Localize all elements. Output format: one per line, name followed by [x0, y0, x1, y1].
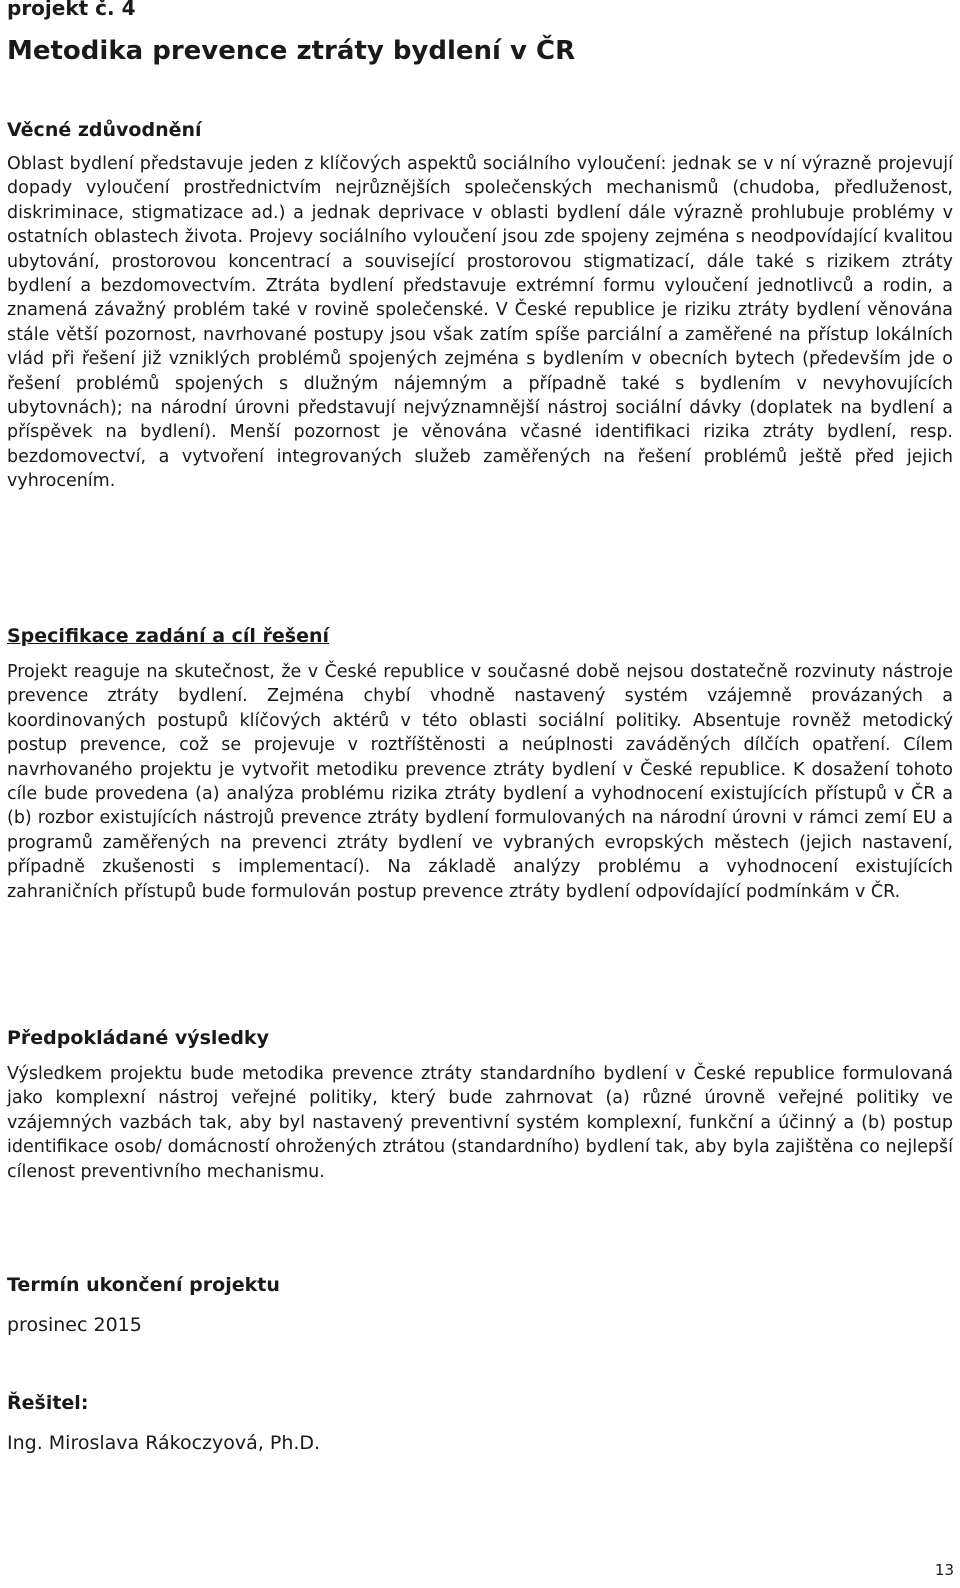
specification-paragraph: Projekt reaguje na skutečnost, že v České republice v současné době nejsou dostatečně rozvinuty nástroje prevence ztráty bydlení. Zejména chybí vhodně nastavený systém vzájemně provázaných a koordinovaných postupů klíčových aktérů v této oblasti sociální politiky. Absentuje rovněž metodický postup prevence, což se projevuje v roztříštěnosti a neúplnosti zaváděných dílčích opatření. Cílem navrhovaného projektu je vytvořit metodiku prevence ztráty bydlení v České republice. K dosažení tohoto cíle bude provedena (a) analýza problému rizika ztráty bydlení a vyhodnocení existujících přístupů v ČR a (b) rozbor existujících nástrojů prevence ztráty bydlení formulovaných na národní úrovni v rámci zemí EU a programů zaměřených na prevenci ztráty bydlení ve vybraných evropských městech (jejich nastavení, případně zkušenosti s implementací). Na základě analýzy problému a vyhodnocení existujících zahraničních přístupů bude formulován postup prevence ztráty bydlení odpovídající podmínkám v ČR.	[7, 662, 953, 902]
section-heading-rationale: Věcné zdůvodnění	[7, 119, 202, 141]
page-number: 13	[934, 1561, 954, 1579]
section-heading-expected-results: Předpokládané výsledky	[7, 1027, 269, 1049]
completion-date-value: prosinec 2015	[7, 1314, 142, 1336]
section-completion-date	[7, 1273, 953, 1337]
section-heading-completion-date: Termín ukončení projektu	[7, 1274, 280, 1296]
document-title: Metodika prevence ztráty bydlení v ČR	[7, 36, 576, 66]
section-expected-results	[7, 1026, 953, 1184]
section-heading-investigator: Řešitel:	[7, 1392, 89, 1414]
section-investigator	[7, 1391, 953, 1455]
expected-results-paragraph: Výsledkem projektu bude metodika prevence ztráty standardního bydlení v České republice formulovaná jako komplexní nástroj veřejné politiky, který bude zahrnovat (a) různé úrovně veřejné politiky ve vzájemných vazbách tak, aby byl nastavený preventivní systém komplexní, funkční a účinný a (b) postup identifikace osob/ domácností ohrožených ztrátou (standardního) bydlení tak, aby byla zajištěna co nejlepší cílenost preventivního mechanismu.	[7, 1064, 953, 1182]
section-rationale	[7, 118, 953, 494]
investigator-name: Ing. Miroslava Rákoczyová, Ph.D.	[7, 1432, 321, 1454]
project-label: projekt č. 4	[7, 0, 136, 20]
section-heading-specification: Specifikace zadání a cíl řešení	[7, 625, 330, 647]
rationale-paragraph: Oblast bydlení představuje jeden z klíčových aspektů sociálního vyloučení: jednak se v ní výrazně projevují dopady vyloučení prostřednictvím nejrůznějších společenských mechanismů (chudoba, předluženost, diskriminace, stigmatizace ad.) a jednak deprivace v oblasti bydlení dále výrazně prohlubuje problémy v ostatních oblastech života. Projevy sociálního vyloučení jsou zde spojeny zejména s neodpovídající kvalitou ubytování, prostorovou koncentrací a související prostorovou stigmatizací, dále také s rizikem ztráty bydlení a bezdomovectvím. Ztráta bydlení představuje extrémní formu vyloučení jednotlivců a rodin, a znamená závažný problém také v rovině společenské. V České republice je riziku ztráty bydlení věnována stále větší pozornost, navrhované postupy jsou však zatím spíše parciální a zaměřené na přístup lokálních vlád při řešení již vzniklých problémů spojených zejména s bydlením v obecních bytech (především jde o řešení problémů spojených s dlužným nájemným a případně také s bydlením v nevyhovujících ubytovnách); na národní úrovni představují nejvýznamnější nástroj sociální dávky (doplatek na bydlení a příspěvek na bydlení). Menší pozornost je věnována včasné identifikaci rizika ztráty bydlení, resp. bezdomovectví, a vytvoření integrovaných služeb zaměřených na řešení problémů ještě před jejich vyhrocením.	[7, 154, 953, 492]
section-specification	[7, 624, 953, 904]
